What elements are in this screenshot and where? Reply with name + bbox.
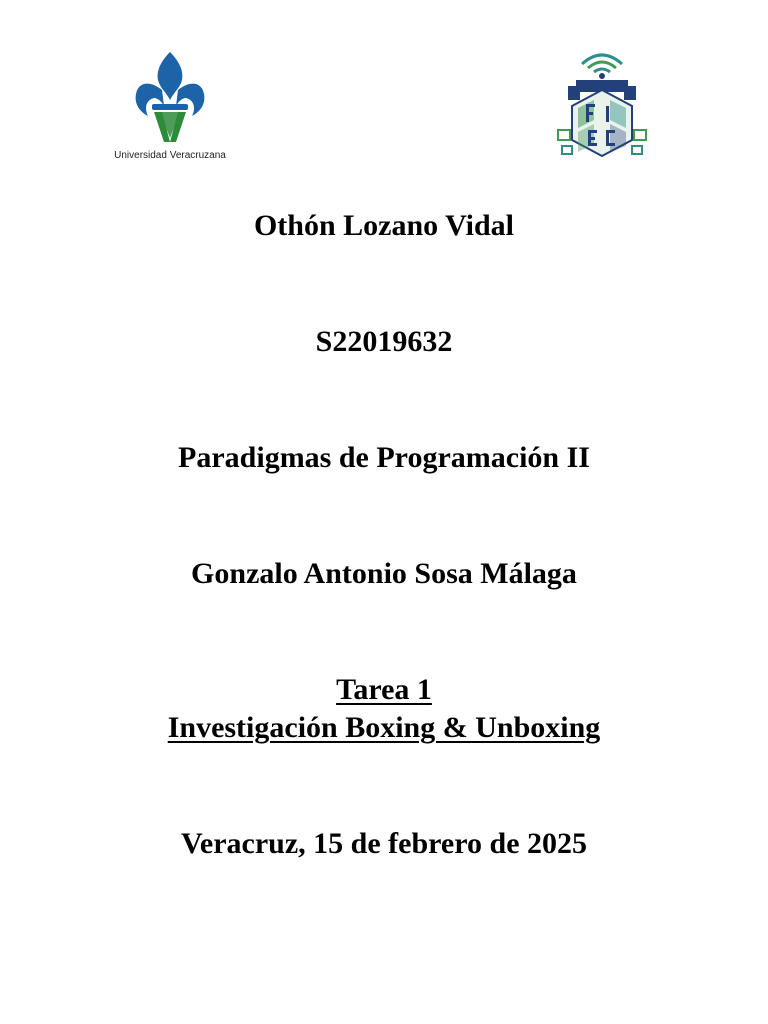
assignment-label: Tarea 1 (336, 673, 432, 706)
professor-name: Gonzalo Antonio Sosa Málaga (191, 557, 577, 590)
fleur-de-lis-icon (104, 50, 236, 168)
student-name: Othón Lozano Vidal (253, 209, 515, 242)
assignment-title (0, 672, 768, 708)
logo-caption: Universidad Veracruzana (114, 150, 226, 161)
course-name: Paradigmas de Programación II (178, 441, 590, 474)
student-id: S22019632 (315, 325, 453, 358)
universidad-veracruzana-logo (104, 50, 236, 168)
topic-label: Investigación Boxing & Unboxing (167, 711, 601, 744)
faculty-emblem-logo (548, 46, 656, 160)
faculty-emblem-icon (548, 46, 656, 160)
place-date: Veracruz, 15 de febrero de 2025 (180, 827, 588, 860)
assignment-topic (0, 710, 768, 746)
